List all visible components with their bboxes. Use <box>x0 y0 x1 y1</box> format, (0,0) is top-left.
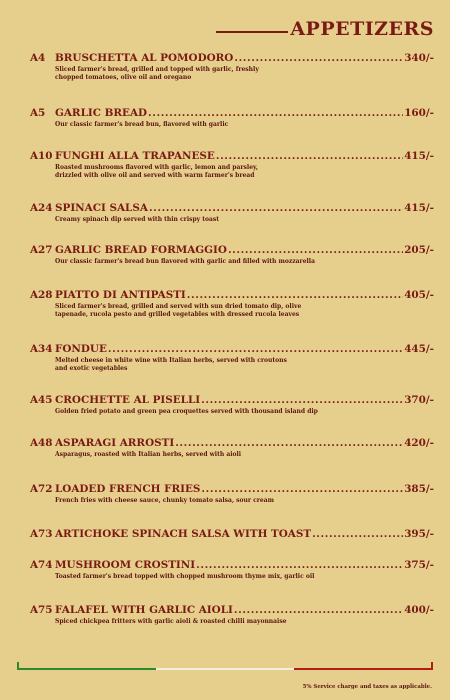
item-description: Creamy spinach dip served with thin crispy toast <box>55 216 220 223</box>
item-name: BRUSCHETTA AL POMODORO <box>55 52 234 64</box>
item-code: A24 <box>30 202 53 214</box>
item-price: 405/- <box>404 289 434 301</box>
item-price: 400/- <box>404 604 434 616</box>
item-name: GARLIC BREAD <box>55 107 148 119</box>
item-code: A4 <box>30 52 46 64</box>
menu-item <box>30 604 434 626</box>
item-price: 445/- <box>404 343 434 355</box>
section-header <box>216 18 434 40</box>
item-name: PIATTO DI ANTIPASTI <box>55 289 186 301</box>
item-code: A48 <box>30 437 53 449</box>
item-price: 375/- <box>404 559 434 571</box>
flag-tick-right <box>431 662 433 670</box>
leader-dots <box>201 483 403 495</box>
leader-dots <box>196 559 403 571</box>
menu-item <box>30 528 434 540</box>
item-price: 415/- <box>404 150 434 162</box>
item-description: Sliced farmer's bread, grilled and topped with garlic, freshly chopped tomatoes, olive oil and oregano <box>55 66 259 82</box>
leader-dots <box>108 343 403 355</box>
item-name: SPINACI SALSA <box>55 202 148 214</box>
item-description: Spiced chickpea fritters with garlic aioli & roasted chilli mayonnaise <box>55 618 287 625</box>
menu-item <box>30 202 434 224</box>
item-price: 415/- <box>404 202 434 214</box>
item-price: 160/- <box>404 107 434 119</box>
item-description: Our classic farmer's bread bun, flavored with garlic <box>55 121 229 128</box>
leader-dots <box>148 107 403 119</box>
item-name: FUNGHI ALLA TRAPANESE <box>55 150 215 162</box>
item-code: A74 <box>30 559 53 571</box>
item-code: A34 <box>30 343 53 355</box>
menu-item <box>30 289 434 320</box>
menu-item <box>30 52 434 83</box>
leader-dots <box>175 437 403 449</box>
item-code: A28 <box>30 289 53 301</box>
menu-item <box>30 559 434 581</box>
item-description: Our classic farmer's bread bun flavored with garlic and filled with mozzarella <box>55 258 315 265</box>
item-price: 340/- <box>404 52 434 64</box>
menu-item <box>30 394 434 416</box>
item-description: Sliced farmer's bread, grilled and served with sun dried tomato dip, olive tapenade, rucola pesto and grilled vegetables with dressed rucola leaves <box>55 303 302 319</box>
item-code: A45 <box>30 394 53 406</box>
item-code: A72 <box>30 483 53 495</box>
item-name: LOADED FRENCH FRIES <box>55 483 201 495</box>
item-name: MUSHROOM CROSTINI <box>55 559 196 571</box>
item-code: A73 <box>30 528 53 540</box>
item-name: ASPARAGI ARROSTI <box>55 437 175 449</box>
header-rule <box>216 31 288 33</box>
leader-dots <box>312 528 403 540</box>
item-price: 385/- <box>404 483 434 495</box>
item-description: Golden fried potato and green pea croquettes served with thousand island dip <box>55 408 318 415</box>
item-price: 420/- <box>404 437 434 449</box>
leader-dots <box>187 289 403 301</box>
item-name: ARTICHOKE SPINACH SALSA WITH TOAST <box>55 528 312 540</box>
leader-dots <box>216 150 403 162</box>
item-name: CROCHETTE AL PISELLI <box>55 394 201 406</box>
item-price: 205/- <box>404 244 434 256</box>
item-description: Asparagus, roasted with Italian herbs, served with aioli <box>55 451 242 458</box>
item-price: 395/- <box>404 528 434 540</box>
item-price: 370/- <box>404 394 434 406</box>
tricolor-rule <box>18 668 432 670</box>
leader-dots <box>149 202 403 214</box>
section-title: APPETIZERS <box>290 18 434 40</box>
menu-item <box>30 483 434 505</box>
item-description: Toasted farmer's bread topped with chopped mushroom thyme mix, garlic oil <box>55 573 315 580</box>
leader-dots <box>228 244 403 256</box>
item-description: Melted cheese in white wine with Italian herbs, served with croutons and exotic vegetables <box>55 357 287 373</box>
menu-item <box>30 107 434 129</box>
footnote: 5% Service charge and taxes as applicable. <box>302 684 432 690</box>
leader-dots <box>201 394 403 406</box>
item-code: A27 <box>30 244 53 256</box>
item-name: FONDUE <box>55 343 107 355</box>
leader-dots <box>234 52 403 64</box>
item-description: Roasted mushrooms flavored with garlic, lemon and parsley, drizzled with olive oil and served with warm farmer's bread <box>55 164 259 180</box>
menu-item <box>30 244 434 266</box>
menu-item <box>30 150 434 181</box>
item-description: French fries with cheese sauce, chunky tomato salsa, sour cream <box>55 497 274 504</box>
item-name: FALAFEL WITH GARLIC AIOLI <box>55 604 233 616</box>
leader-dots <box>234 604 403 616</box>
menu-item <box>30 343 434 374</box>
item-name: GARLIC BREAD FORMAGGIO <box>55 244 227 256</box>
item-code: A5 <box>30 107 46 119</box>
menu-item <box>30 437 434 459</box>
item-code: A10 <box>30 150 53 162</box>
item-code: A75 <box>30 604 53 616</box>
